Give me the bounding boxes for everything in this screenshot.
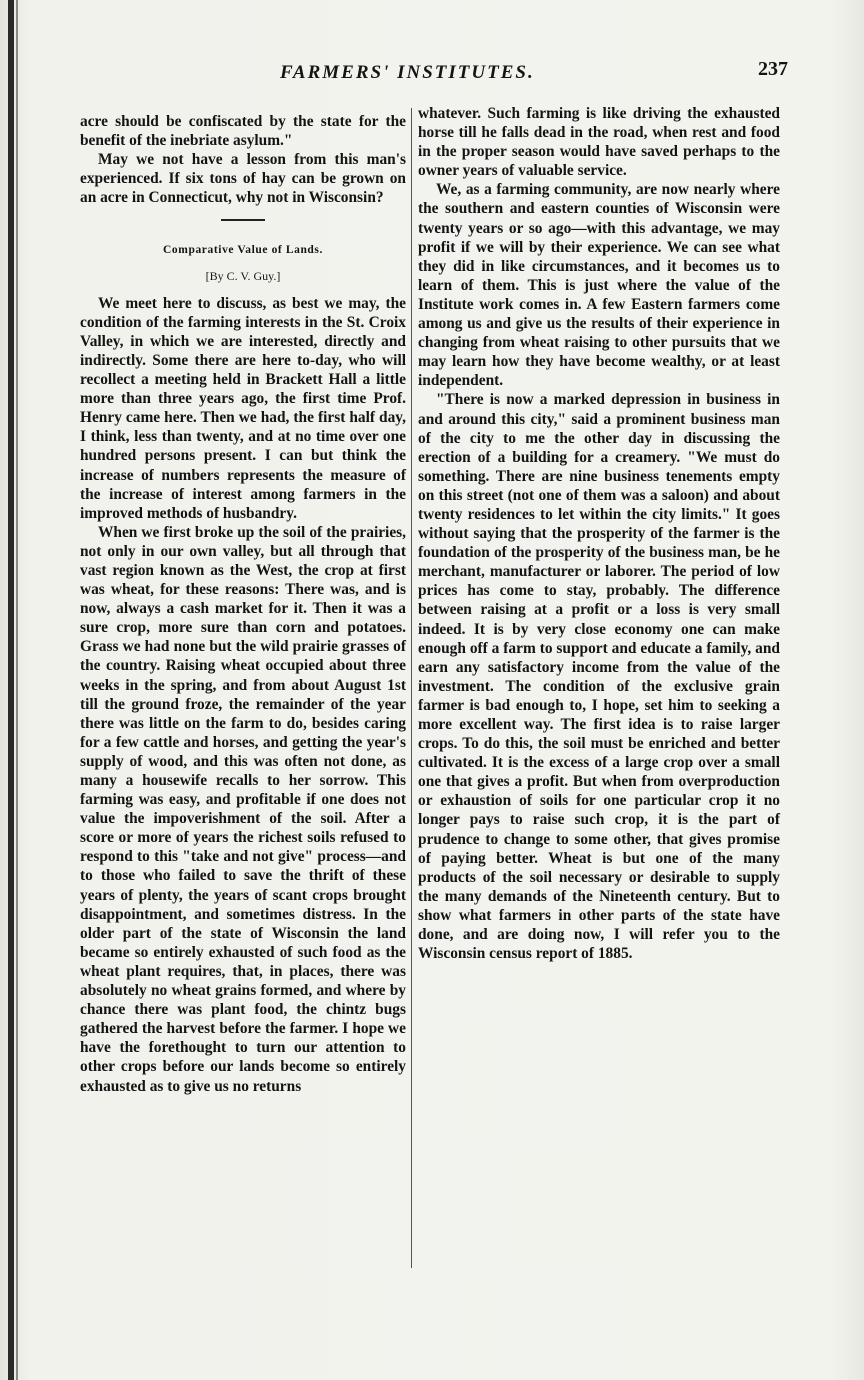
section-title: Comparative Value of Lands. (163, 244, 323, 257)
paragraph: acre should be confiscated by the state for the benefit of the inebriate asylum." (80, 113, 406, 150)
page-binding-edge (8, 0, 14, 1380)
paragraph: May we not have a lesson from this man's experienced. If six tons of hay can be grown on an acre in Connecticut, why not in Wisconsin? (80, 151, 406, 207)
paragraph: whatever. Such farming is like driving the exhausted horse till he falls dead in the road, when rest and food in the proper season would have saved perhaps to the owner years of valuable service. (418, 105, 780, 180)
paragraph: When we first broke up the soil of the prairies, not only in our own valley, but all through that vast region known as the West, the crop at first was wheat, for these reasons: There was, and is now, always a cash market for it. Then it was a sure crop, more sure than corn and potatoes. Grass we had none but the wild prairie grasses of the country. Raising wheat occupied about three weeks in the spring, and from about August 1st till the ground froze, the remainder of the year there was little on the farm to do, besides caring for a few cattle and horses, and getting the year's supply of wood, and this was often not done, as many a housewife recalls to her sorrow. This farming was easy, and profitable if one does not value the impoverishment of the soil. After a score or more of years the richest soils refused to respond to this "take and not give" process—and to those who failed to save the thrift of these years of plenty, the years of scant crops brought disappointment, and sometimes distress. In the older part of the state of Wisconsin the land became so entirely exhausted of such food as the wheat plant requires, that, in places, there was absolutely no wheat grains formed, and where by chance there was plant food, the chintz bugs gathered the harvest before the farmer. I hope we have the forethought to turn our attention to other crops before our lands become so entirely exhausted as to give us no returns (80, 523, 406, 1095)
paragraph: We, as a farming community, are now nearly where the southern and eastern counties of Wisconsin were twenty years or so ago—with this advantage, we may profit if we will by their experience. We can see what they did in like circumstances, and it becomes us to learn of them. This is just where the value of the Institute work comes in. A few Eastern farmers come among us and give us the results of their experience in changing from wheat raising to other pursuits that we may learn how they have become wealthy, or at least independent. (418, 181, 780, 390)
section-separator (221, 219, 265, 221)
page-number: 237 (758, 58, 788, 80)
page-header (80, 58, 788, 90)
page-binding-shadow (16, 0, 18, 1380)
byline: [By C. V. Guy.] (205, 268, 281, 283)
running-head: FARMERS' INSTITUTES. (280, 62, 535, 83)
column-rule (411, 108, 412, 1268)
paragraph: We meet here to discuss, as best we may, the condition of the farming interests in the St. Croix Valley, in which we are interested, directly and indirectly. Some there are here to-day, who will recollect a meeting held in Brackett Hall a little more than three years ago, the first time Prof. Henry came here. Then we had, the first half day, I think, less than twenty, and at no time over one hundred persons present. I can but think the increase of numbers represents the measure of the increase of interest among farmers in the improved methods of husbandry. (80, 294, 406, 522)
right-column (418, 104, 780, 963)
left-column (80, 112, 406, 1096)
paragraph: "There is now a marked depression in business in and around this city," said a prominent business man of the city to me the other day in discussing the erection of a building for a creamery. "We must do something. There are nine business tenements empty on this street (not one of them was a saloon) and about twenty residences to let within the city limits." It goes without saying that the prosperity of the farmer is the foundation of the prosperity of the business man, be he merchant, manufacturer or laborer. The period of low prices has come to stay, probably. The difference between raising at a profit or a loss is very small indeed. It is by very close economy one can make enough off a farm to support and educate a family, and earn any satisfactory income from the value of the investment. The condition of the exclusive grain farmer is bad enough to, I hope, set him to seeking a more excellent way. The first idea is to raise larger crops. To do this, the soil must be enriched and better cultivated. It is the excess of a large crop over a small one that gives a profit. But when from overproduction or exhaustion of soils for one particular crop it no longer pays to raise such crop, it is the part of prudence to change to some other, that gives promise of paying better. Wheat is but one of the many products of the soil necessary or desirable to supply the many demands of the Nineteenth century. But to show what farmers in other parts of the state have done, and are doing now, I will refer you to the Wisconsin census report of 1885. (418, 391, 780, 963)
